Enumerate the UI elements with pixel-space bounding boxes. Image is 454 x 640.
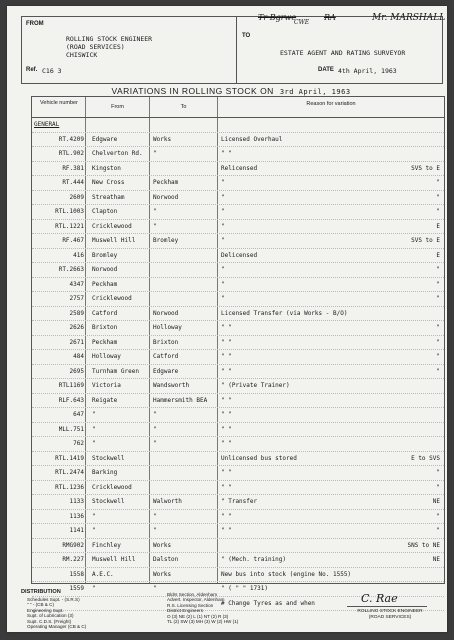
distribution-item: Advert. Inspector, Aldenham	[167, 597, 225, 603]
vehicle-number: RM.227	[62, 556, 84, 563]
to-depot: "	[153, 222, 157, 230]
from-depot: Muswell Hill	[92, 556, 136, 563]
variation-reason: " Transfer	[221, 498, 258, 505]
from-depot: "	[92, 425, 96, 433]
table-row	[32, 336, 444, 351]
distribution-item: District Engineers	[167, 608, 203, 614]
vehicle-number: 2695	[69, 367, 84, 375]
from-depot: Brixton	[92, 324, 118, 331]
variation-reason: " "	[221, 527, 232, 534]
table-row	[32, 321, 444, 336]
table-row	[32, 452, 444, 467]
table-row	[32, 568, 444, 583]
distribution-footer	[21, 590, 441, 630]
variation-reason: " "	[221, 338, 232, 346]
variation-reason: "	[221, 179, 225, 186]
table-row	[32, 133, 444, 148]
from-label: FROM	[26, 21, 44, 27]
variation-reason: Licensed Overhaul	[221, 135, 283, 143]
table-header	[32, 97, 444, 118]
from-depot: A.E.C.	[92, 570, 114, 578]
variation-reason: " (Mech. training)	[221, 556, 287, 563]
distribution-item: Supt. C.D.S. (Freight)	[27, 618, 72, 624]
col-header-reason: Reason for variation	[306, 101, 356, 107]
variation-reason: " "	[221, 324, 232, 331]
variation-reason: " "	[221, 411, 232, 418]
from-depot: Edgware	[92, 135, 118, 143]
variation-code: "	[436, 179, 440, 186]
variation-reason: "	[221, 208, 225, 215]
table-row	[32, 220, 444, 235]
from-depot: Stockwell	[92, 454, 125, 462]
vehicle-number: 1136	[69, 512, 84, 520]
from-box	[22, 17, 237, 83]
from-depot: Streatham	[92, 193, 125, 201]
to-scribble-2: CWE	[294, 19, 310, 26]
vehicle-number: 1133	[69, 498, 84, 505]
from-depot: Stockwell	[92, 498, 125, 505]
vehicle-number: 1559	[69, 585, 84, 592]
variation-reason: "	[221, 295, 225, 302]
to-depot: Bromley	[153, 237, 179, 244]
page-title	[21, 86, 441, 96]
variation-reason: "	[221, 280, 225, 288]
table-row	[32, 278, 444, 293]
col-header-vehicle: Vehicle number	[40, 100, 78, 106]
to-scribble-1: Tr Bgrwe	[258, 13, 297, 22]
to-handwritten-name: Mr. MARSHALL	[372, 13, 446, 23]
vehicle-number: 1141	[69, 527, 84, 534]
variation-code: "	[436, 193, 440, 201]
from-depot: Finchley	[92, 541, 121, 549]
signature-line	[347, 606, 427, 607]
to-depot: Brixton	[153, 338, 179, 346]
variation-code: "	[436, 353, 440, 360]
to-depot: Hammersmith BEA	[153, 396, 208, 404]
variation-code: "	[436, 266, 440, 273]
table-row	[32, 379, 444, 394]
to-line: ESTATE AGENT AND RATING SURVEYOR	[280, 49, 406, 57]
col-header-from: From	[111, 104, 124, 110]
table-row	[32, 524, 444, 539]
vehicle-number: MLL.751	[58, 425, 84, 433]
from-depot: Cricklewood	[92, 222, 132, 230]
signature-title-line-2: (ROAD SERVICES)	[368, 615, 412, 620]
from-depot: Muswell Hill	[92, 237, 136, 244]
distribution-list-2	[167, 592, 238, 624]
table-row	[32, 539, 444, 554]
to-depot: "	[153, 150, 157, 157]
variation-code: SVS to E	[411, 164, 440, 172]
variation-reason: Delicensed	[221, 251, 258, 259]
variation-reason: " "	[221, 469, 232, 476]
vehicle-number: 484	[73, 353, 84, 360]
table-row	[32, 350, 444, 365]
variation-reason: " "	[221, 440, 232, 447]
distribution-item: Schedules Supt. - (S.R.S)	[27, 597, 80, 602]
vehicle-number: RTL.1221	[55, 222, 84, 230]
table-row	[32, 365, 444, 380]
vehicle-number: RTL.1003	[55, 208, 84, 215]
vehicle-number: 2609	[69, 193, 84, 201]
variation-reason: # Change Tyres as and when	[221, 599, 315, 607]
variation-code: NE	[432, 556, 440, 563]
group-label: GENERAL	[34, 121, 60, 128]
variation-code: "	[436, 469, 440, 476]
variation-reason: " ( " " 1731)	[221, 585, 268, 592]
from-depot: Cricklewood	[92, 483, 132, 491]
variation-code: E to SVS	[411, 454, 440, 462]
variation-code: "	[436, 295, 440, 302]
vehicle-number: RT.2663	[58, 266, 84, 273]
to-depot: Norwood	[153, 193, 179, 201]
variation-code: SNS to NE	[407, 541, 440, 549]
from-depot: Peckham	[92, 280, 118, 288]
from-depot: New Cross	[92, 179, 125, 186]
variation-reason: New bus into stock (engine No. 1555)	[221, 570, 352, 578]
table-row	[32, 437, 444, 452]
table-row	[32, 249, 444, 264]
vehicle-number: RTL.902	[58, 150, 84, 157]
table-row	[32, 191, 444, 206]
variation-reason: "	[221, 237, 225, 244]
from-depot: "	[92, 527, 96, 534]
from-depot: Peckham	[92, 338, 118, 346]
vehicle-number: 2626	[69, 324, 84, 331]
vehicle-number: RTL1169	[58, 382, 84, 389]
variation-reason: " "	[221, 353, 232, 360]
table-row	[32, 263, 444, 278]
from-depot: Catford	[92, 309, 118, 317]
to-depot: Dalston	[153, 556, 179, 563]
to-depot: Works	[153, 135, 172, 143]
variation-code: "	[436, 527, 440, 534]
to-label: TO	[242, 33, 251, 39]
to-depot: "	[153, 527, 157, 534]
distribution-item: O (3) NE (2) L (1) NT (2) R (3)	[167, 613, 229, 619]
table-row	[32, 408, 444, 423]
from-depot: "	[92, 440, 96, 447]
to-depot: "	[153, 425, 157, 433]
vehicle-number: 762	[73, 440, 84, 447]
variation-reason: " "	[221, 150, 232, 157]
distribution-item: Operating Manager (CB & C)	[27, 624, 87, 630]
group-row	[32, 118, 444, 133]
vehicle-number: 416	[73, 251, 84, 259]
vehicle-number: RF.381	[62, 164, 84, 172]
date-label: DATE	[318, 67, 334, 73]
variation-reason: " "	[221, 396, 232, 404]
variation-reason: " "	[221, 425, 232, 433]
variation-code: "	[436, 367, 440, 375]
distribution-label: DISTRIBUTION	[21, 589, 61, 595]
to-depot: Works	[153, 541, 172, 549]
table-row	[32, 292, 444, 307]
table-row	[32, 162, 444, 177]
vehicle-number: 2589	[69, 309, 84, 317]
from-depot: Cricklewood	[92, 295, 132, 302]
from-depot: Reigate	[92, 396, 118, 404]
variation-reason: " "	[221, 483, 232, 491]
variation-code: "	[436, 338, 440, 346]
variation-reason: " (Private Trainer)	[221, 382, 290, 389]
table-row	[32, 481, 444, 496]
table-row	[32, 176, 444, 191]
variation-code: "	[436, 483, 440, 491]
variation-code: "	[436, 324, 440, 331]
table-row	[32, 394, 444, 409]
distribution-item: Supt. of Lubrication (3)	[27, 613, 74, 619]
to-depot: Peckham	[153, 179, 179, 186]
to-scribble-3: RA	[324, 13, 336, 22]
document-page	[7, 6, 447, 632]
from-line-3: CHISWICK	[66, 51, 98, 59]
from-depot: "	[92, 585, 96, 592]
from-depot: Victoria	[92, 382, 121, 389]
from-depot: Norwood	[92, 266, 118, 273]
to-depot: Catford	[153, 353, 179, 360]
distribution-item: " " - (CB & C)	[27, 602, 54, 608]
variation-reason: " "	[221, 512, 232, 520]
from-depot: Bromley	[92, 251, 118, 259]
vehicle-number: RTL.1419	[55, 454, 84, 462]
vehicle-number: RLF.643	[58, 396, 84, 404]
ref-label: Ref.	[26, 67, 38, 73]
variation-reason: "	[221, 222, 225, 230]
from-depot: Chelverton Rd.	[92, 150, 143, 157]
from-depot: Turnham Green	[92, 367, 139, 375]
to-depot: "	[153, 208, 157, 215]
variation-reason: "	[221, 266, 225, 273]
signature-title-line-1: ROLLING STOCK ENGINEER	[357, 609, 423, 614]
to-depot: "	[153, 440, 157, 447]
distribution-item: Bldrs Section, Aldenham	[167, 592, 218, 597]
to-depot: Wandsworth	[153, 382, 190, 389]
table-row	[32, 466, 444, 481]
vehicle-number: RF.467	[62, 237, 84, 244]
to-depot: Norwood	[153, 309, 179, 317]
signature: C. Rae	[361, 592, 398, 605]
from-depot: Kingston	[92, 164, 121, 172]
variation-reason: "	[221, 193, 225, 201]
table-row	[32, 553, 444, 568]
title-date: 3rd April, 1963	[279, 88, 351, 96]
vehicle-number: RMG902	[62, 541, 84, 549]
vehicle-number: RT.4209	[58, 135, 84, 143]
distribution-item: R.S. Licensing Section	[167, 602, 214, 608]
variation-code: "	[436, 208, 440, 215]
to-depot: Works	[153, 570, 172, 578]
variation-reason: Relicensed	[221, 164, 258, 172]
vehicle-number: 647	[73, 411, 84, 418]
variation-code: NE	[432, 498, 440, 505]
table-row	[32, 307, 444, 322]
vehicle-number: 2671	[69, 338, 84, 346]
to-depot: "	[153, 585, 157, 592]
date-value: 4th April, 1963	[338, 67, 397, 75]
from-depot: Holloway	[92, 353, 121, 360]
table-row	[32, 495, 444, 510]
variation-code: "	[436, 280, 440, 288]
table-row	[32, 423, 444, 438]
table-row	[32, 147, 444, 162]
ref-value: C16 3	[42, 67, 62, 75]
variation-code: SVS to E	[411, 237, 440, 244]
title-text: VARIATIONS IN ROLLING STOCK ON	[111, 86, 274, 96]
distribution-item: Engineering Supt.	[27, 607, 64, 613]
table-row	[32, 205, 444, 220]
variation-code: E	[436, 251, 440, 259]
variation-reason: " "	[221, 367, 232, 375]
from-line-1: ROLLING STOCK ENGINEER	[66, 35, 153, 43]
variation-reason: Licensed Transfer (via Works - B/O)	[221, 309, 348, 317]
to-depot: "	[153, 512, 157, 520]
vehicle-number: RT.444	[62, 179, 84, 186]
from-depot: Barking	[92, 469, 118, 476]
from-depot: "	[92, 411, 96, 418]
col-header-to: To	[180, 104, 187, 110]
vehicle-number: 2757	[69, 295, 84, 302]
vehicle-number: 4347	[69, 280, 84, 288]
table-row	[32, 510, 444, 525]
from-line-2: (ROAD SERVICES)	[66, 43, 125, 51]
vehicle-number: 1558	[69, 570, 84, 578]
memo-header	[21, 13, 446, 84]
to-depot: Edgware	[153, 367, 179, 375]
to-depot: "	[153, 411, 157, 418]
variation-reason: Unlicensed bus stored	[221, 454, 297, 462]
vehicle-number: RTL.1236	[55, 483, 84, 491]
distribution-list-1	[27, 597, 86, 629]
variation-code: E	[436, 222, 440, 230]
signature-title	[347, 609, 433, 621]
table-row	[32, 234, 444, 249]
vehicle-number: RTL.2474	[55, 469, 84, 476]
variation-code: "	[436, 512, 440, 520]
from-depot: Clapton	[92, 208, 118, 215]
distribution-item: TL (2) SW (3) MH (3) W (2) HW (1)	[167, 619, 239, 625]
from-depot: "	[92, 512, 96, 520]
to-depot: Holloway	[153, 324, 182, 331]
to-depot: Walworth	[153, 498, 182, 505]
